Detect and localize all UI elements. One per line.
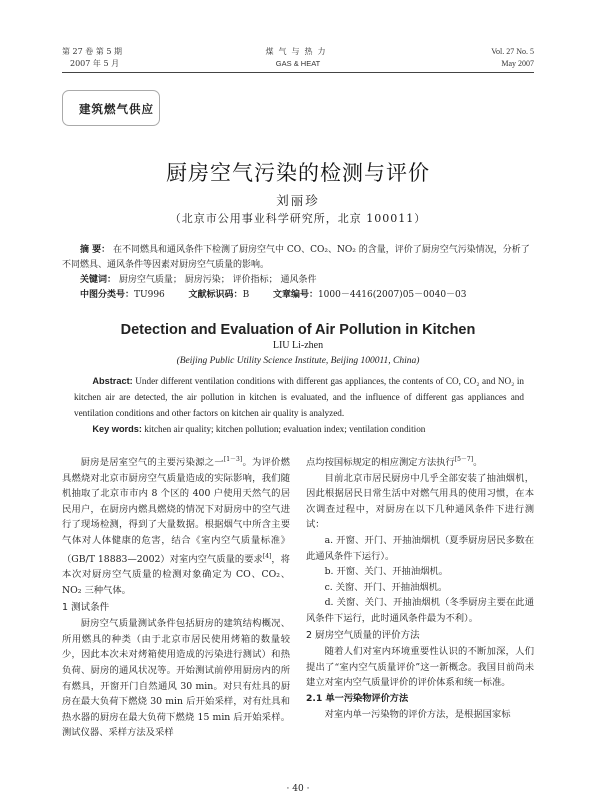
paragraph: 目前北京市居民厨房中几乎全部安装了抽油烟机，因此根据居民日常生活中对燃气用具的使用习惯，在本次调查过程中，对厨房在以下几种通风条件下进行测试： <box>306 472 534 531</box>
citation: [1－3] <box>223 456 243 463</box>
class-value: TU996 <box>134 290 165 300</box>
list-item: b. 开窗、关门、开抽油烟机。 <box>324 566 449 578</box>
volume-issue-en: Vol. 27 No. 5 <box>491 47 534 56</box>
paragraph <box>62 452 290 599</box>
english-abstract-label: Abstract: <box>92 376 133 386</box>
class-label: 中图分类号： <box>80 290 135 300</box>
article-number-value: 1000－4416(2007)05－0040－03 <box>317 290 467 300</box>
english-author: LIU Li-zhen <box>272 340 324 351</box>
list-item: d. 关窗、关门、开抽油烟机（冬季厨房主要在此通风条件下运行，此时通风条件最为不利）。 <box>306 597 534 625</box>
english-keywords-label: Key words: <box>92 424 142 434</box>
english-affiliation: (Beijing Public Utility Science Institute, Beijing 100011, China) <box>176 356 420 366</box>
paragraph-text: ，将本次对厨房空气质量的检测对象确定为 CO、CO₂、NO₂ 三种气体。 <box>62 553 290 596</box>
doc-code-label: 文献标识码： <box>188 290 243 300</box>
list-item: c. 关窗、开门、开抽油烟机。 <box>324 581 448 593</box>
paragraph-text: 点均按国标规定的相应测定方法执行 <box>306 457 455 469</box>
body-column-right <box>306 452 534 722</box>
section-heading: 1 测试条件 <box>62 601 110 613</box>
citation: [4] <box>262 552 272 560</box>
citation: [5－7] <box>454 456 474 463</box>
keywords-label: 关键词： <box>80 275 117 285</box>
english-keywords: kitchen air quality; kitchen pollution; evaluation index; ventilation condition <box>144 424 426 434</box>
paper-title: 厨房空气污染的检测与评价 <box>166 161 430 185</box>
english-abstract <box>74 373 524 437</box>
issue-date: 2007 年 5 月 <box>70 59 120 68</box>
body-column-left <box>62 452 290 741</box>
paragraph-text: 。 <box>473 457 483 469</box>
journal-name-en: GAS & HEAT <box>275 59 321 68</box>
running-header-right <box>491 46 534 70</box>
section-badge <box>62 90 160 126</box>
paragraph: 厨房空气质量测试条件包括厨房的建筑结构概况、所用燃具的种类（由于北京市居民使用烤箱的数量较少，因此本次未对烤箱使用造成的污染进行测试）和热负荷、厨房的通风状况等。开始测试前停用厨房内的所有燃具，开窗开门自然通风 30 min。对只有灶具的厨房在最大负荷下燃烧 30 min 后开始采样，对有灶具和热水器的厨房在最大负荷下燃烧 15 min 后开始采样。测试仪器、采样方法及采样 <box>62 618 290 739</box>
list-item: a. 开窗、开门、开抽油烟机（夏季厨房居民多数在此通风条件下运行）。 <box>306 535 534 562</box>
doc-code-value: B <box>242 290 250 300</box>
affiliation: （北京市公用事业科学研究所，北京 100011） <box>169 212 427 225</box>
issue-date-en: May 2007 <box>501 59 534 68</box>
page-number: · 40 · <box>286 784 310 794</box>
subsection-heading: 2.1 单一污染物评价方法 <box>306 693 409 704</box>
paragraph: 对室内单一污染物的评价方法，是根据国家标 <box>324 708 511 720</box>
journal-name-cn: 煤气与热力 <box>265 47 331 56</box>
volume-issue: 第 27 卷 第 5 期 <box>62 47 122 56</box>
paragraph <box>306 452 534 471</box>
paragraph-text: 厨房是居室空气的主要污染源之一 <box>80 457 224 469</box>
author: 刘丽珍 <box>276 193 320 208</box>
abstract-text: 在不同燃具和通风条件下检测了厨房空气中 CO、CO₂、NO₂ 的含量，评价了厨房空气污染情况，分析了不同燃具、通风条件等因素对厨房空气质量的影响。 <box>62 245 530 270</box>
english-abstract-text: Under different ventilation conditions with different gas appliances, the contents of CO, CO₂ and NO₂ in kitchen air are detected, the air pollution in kitchen is evaluated, and the influence of different gas appliances and ventilation conditions and other factors on kitchen air quality is analyzed. <box>74 376 524 418</box>
english-title: Detection and Evaluation of Air Pollution in Kitchen <box>120 322 476 338</box>
paragraph-text: 。为评价燃具燃烧对北京市厨房空气质量造成的实际影响，我们随机抽取了北京市市内 8 个区的 400 户使用天然气的居民用户，在厨房内燃具燃烧的情况下对厨房中的空气进行了现场检测，得到了大量数据。根据烟气中所含主要气体对人体健康的危害，结合《室内空气质量标准》（GB/T 18883—2002）对室内空气质量的要求 <box>62 457 290 565</box>
keywords: 厨房空气质量； 厨房污染； 评价指标； 通风条件 <box>118 275 317 285</box>
abstract-label: 摘 要： <box>80 245 111 255</box>
article-number-label: 文章编号： <box>272 290 318 300</box>
section-badge-label: 建筑燃气供应 <box>79 102 154 116</box>
paragraph: 随着人们对室内环境重要性认识的不断加深，人们提出了“室内空气质量评价”这一新概念。我国目前尚未建立对室内空气质量评价的评价体系和统一标准。 <box>306 646 534 689</box>
header-rule <box>62 72 534 73</box>
abstract-cn <box>62 243 534 303</box>
section-heading: 2 厨房空气质量的评价方法 <box>306 629 420 641</box>
